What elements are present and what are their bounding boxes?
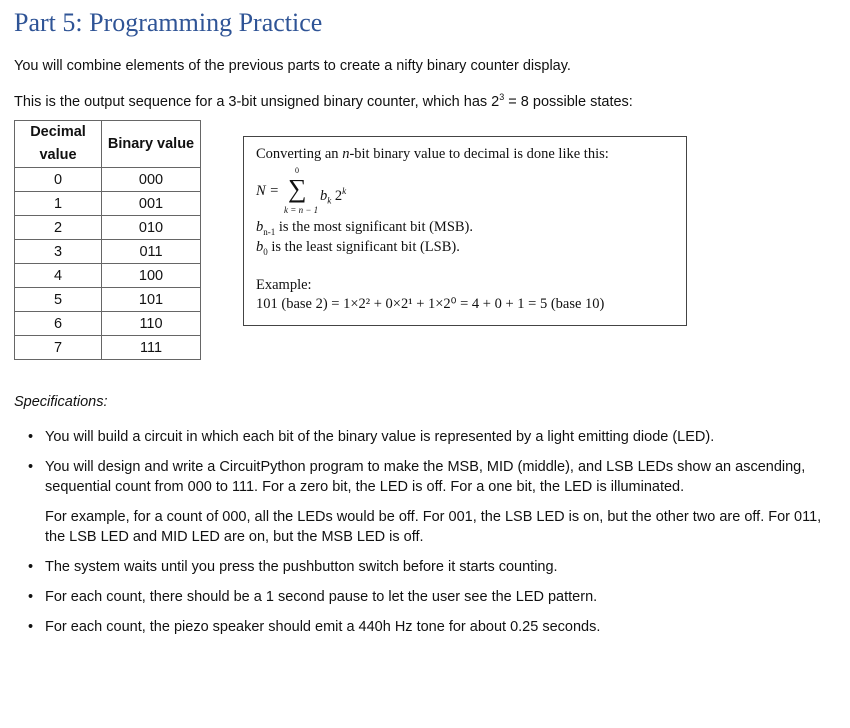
text: -bit binary value to decimal is done like this:: [349, 146, 609, 162]
text: 0: [263, 246, 268, 257]
list-item: • The system waits until you press the pushbutton switch before it starts counting.: [45, 557, 840, 577]
example-calculation: 101 (base 2) = 1×2² + 0×2¹ + 1×2⁰ = 4 + 0 + 1 = 5 (base 10): [256, 296, 605, 312]
text: k: [342, 186, 347, 196]
decimal-cell: 2: [15, 216, 102, 240]
binary-cell: 101: [102, 288, 201, 312]
binary-cell: 000: [102, 168, 201, 192]
text: 2: [331, 187, 343, 204]
text: is the least significant bit (LSB).: [267, 239, 460, 255]
text: b: [256, 219, 264, 235]
text: b: [320, 187, 328, 204]
table-row: [15, 312, 201, 336]
superscript: 3: [499, 92, 505, 102]
binary-counter-table: [14, 120, 201, 360]
binary-cell: 011: [102, 240, 201, 264]
text: is the most significant bit (MSB).: [275, 219, 474, 235]
text: n: [342, 146, 350, 162]
table-row: [15, 264, 201, 288]
list-item: • For each count, the piezo speaker should emit a 440h Hz tone for about 0.25 seconds.: [45, 617, 840, 637]
table-row: [15, 168, 201, 192]
example-label: Example:: [256, 277, 312, 293]
specifications-list: [45, 427, 840, 647]
decimal-cell: 4: [15, 264, 102, 288]
conversion-intro: [256, 146, 609, 163]
text: b: [256, 239, 264, 255]
list-item: • You will build a circuit in which each bit of the binary value is represented by a light emitting diode (LED).: [45, 427, 840, 447]
text: = 8 possible states:: [504, 93, 633, 110]
binary-cell: 010: [102, 216, 201, 240]
decimal-cell: 1: [15, 192, 102, 216]
sum-upper-limit: 0: [295, 166, 299, 175]
table-row: [15, 216, 201, 240]
binary-cell: 110: [102, 312, 201, 336]
text: Converting an: [256, 146, 343, 162]
sum-lower-limit: k = n − 1: [284, 205, 319, 215]
text: n-1: [263, 226, 276, 237]
text: k: [327, 195, 332, 206]
header-decimal: Decimal value: [15, 121, 102, 168]
decimal-cell: 6: [15, 312, 102, 336]
table-row: [15, 336, 201, 360]
binary-cell: 111: [102, 336, 201, 360]
msb-definition: [256, 219, 473, 241]
intro-paragraph: You will combine elements of the previous parts to create a nifty binary counter display.: [14, 58, 571, 74]
lsb-definition: [256, 239, 460, 261]
formula: [256, 183, 279, 200]
list-item: • For each count, there should be a 1 second pause to let the user see the LED pattern.: [45, 587, 840, 607]
sum-symbol: ∑: [288, 174, 307, 203]
decimal-cell: 3: [15, 240, 102, 264]
page-title: Part 5: Programming Practice: [14, 8, 323, 37]
list-item: • You will design and write a CircuitPython program to make the MSB, MID (middle), and LSB LEDs show an ascending, sequential count from 000 to 111. For a zero bit, the LED is off. For a one bit, the LED is illuminated.: [45, 457, 840, 497]
text: This is the output sequence for a 3-bit unsigned binary counter, which has 2: [14, 93, 500, 110]
formula-lhs: N =: [256, 183, 280, 199]
binary-cell: 100: [102, 264, 201, 288]
decimal-cell: 7: [15, 336, 102, 360]
binary-cell: 001: [102, 192, 201, 216]
list-item: For example, for a count of 000, all the LEDs would be off. For 001, the LSB LED is on, but the other two are off. For 011, the LSB LED and MID LED are on, but the MSB LED is off.: [45, 509, 822, 545]
table-header: [15, 121, 201, 168]
decimal-cell: 5: [15, 288, 102, 312]
table-row: [15, 240, 201, 264]
decimal-cell: 0: [15, 168, 102, 192]
specifications-heading: Specifications:: [14, 394, 108, 410]
intro-sequence-paragraph: [14, 92, 633, 110]
conversion-info-box: [243, 136, 687, 326]
table-row: [15, 288, 201, 312]
formula-term: [320, 183, 346, 210]
header-binary: Binary value: [102, 121, 201, 168]
table-row: [15, 192, 201, 216]
